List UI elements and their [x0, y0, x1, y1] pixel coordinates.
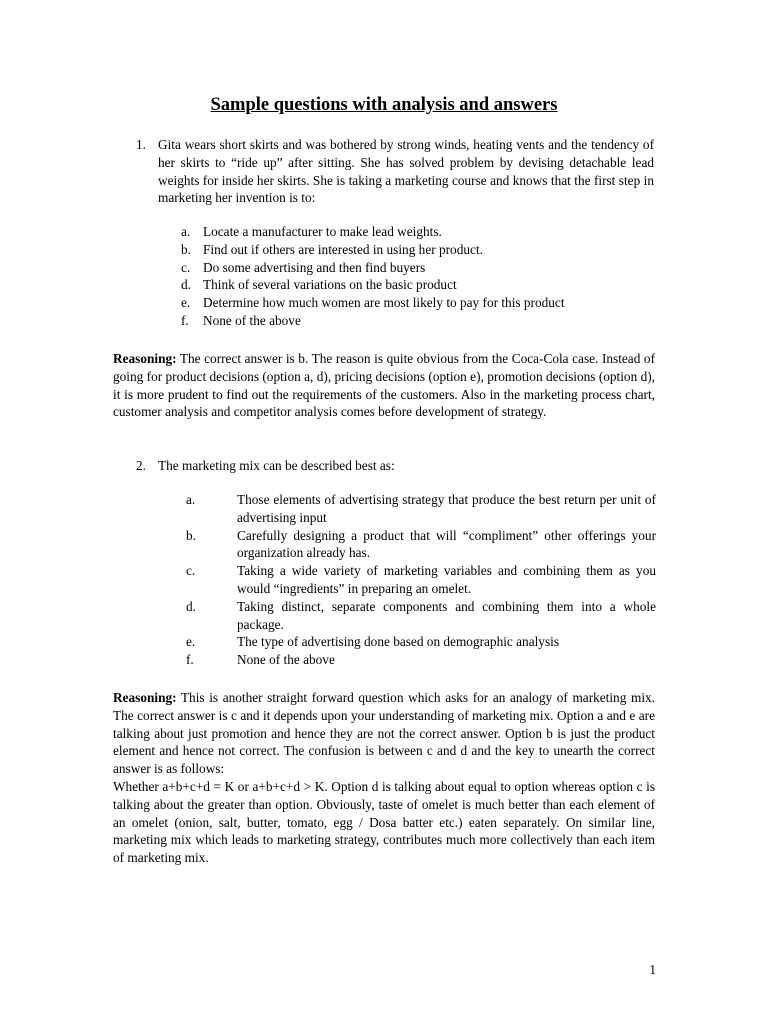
option-item [186, 633, 656, 651]
reasoning-text: This is another straight forward question which asks for an analogy of marketing mix. The correct answer is c and it depends upon your understanding of marketing mix. Option a and e are talking about just promotion and hence they are not the correct answer. Option b is just the product element and hence not correct. The confusion is between c and d and the key to unearth the correct answer is as follows: [113, 690, 655, 777]
option-item [181, 259, 565, 277]
option-text: None of the above [237, 652, 335, 668]
option-item [186, 527, 656, 563]
option-item [181, 241, 565, 259]
page-title: Sample questions with analysis and answers [210, 95, 558, 115]
option-text: Find out if others are interested in using her product. [203, 241, 483, 257]
option-item [186, 562, 656, 598]
question-2-number: 2. [136, 458, 146, 473]
option-text: Taking a wide variety of marketing variables and combining them as you would “ingredients” in preparing an omelet. [237, 563, 656, 596]
option-letter: c. [181, 259, 191, 275]
reasoning-1-paragraph [113, 350, 655, 421]
reasoning-text: The correct answer is b. The reason is quite obvious from the Coca-Cola case. Instead of going for product decisions (option a, d), pricing decisions (option e), promotion decisions (option d), it is more prudent to find out the requirements of the customers. Also in the marketing process chart, customer analysis and competitor analysis comes before development of strategy. [113, 351, 655, 420]
option-item [186, 491, 656, 527]
question-1-text: Gita wears short skirts and was bothered by strong winds, heating vents and the tendency of her skirts to “ride up” after sitting. She has solved problem by devising detachable lead weights for inside her skirts. She is taking a marketing course and knows that the first step in marketing her invention is to: [158, 137, 654, 206]
question-2-options [186, 491, 656, 669]
page-number: 1 [649, 962, 656, 977]
option-letter: e. [186, 634, 196, 650]
option-letter: a. [186, 492, 196, 507]
option-text: Locate a manufacturer to make lead weights. [203, 224, 442, 239]
option-text: The type of advertising done based on demographic analysis [237, 634, 559, 650]
reasoning-label: Reasoning: [113, 690, 177, 705]
option-letter: b. [186, 527, 196, 543]
option-item [181, 223, 565, 241]
option-letter: b. [181, 241, 191, 257]
question-2-text: The marketing mix can be described best as: [158, 458, 395, 473]
option-text: Taking distinct, separate components and combining them into a whole package. [237, 598, 656, 632]
question-1-number: 1. [136, 137, 146, 152]
reasoning-label: Reasoning: [113, 351, 177, 366]
option-text: Carefully designing a product that will “compliment” other offerings your organization already has. [237, 527, 656, 561]
option-letter: f. [181, 312, 189, 328]
option-text: Determine how much women are most likely to pay for this product [203, 295, 565, 311]
option-item [181, 276, 565, 294]
reasoning-2-paragraph [113, 689, 655, 778]
question-1-options [181, 223, 565, 330]
option-letter: d. [186, 598, 196, 614]
option-letter: e. [181, 295, 191, 311]
option-letter: a. [181, 224, 191, 239]
option-text: Think of several variations on the basic product [203, 277, 457, 293]
option-text: None of the above [203, 312, 301, 328]
option-letter: f. [186, 652, 194, 668]
reasoning-2-continuation: Whether a+b+c+d = K or a+b+c+d > K. Option d is talking about equal to option whereas option c is talking about the greater than option. Obviously, taste of omelet is much better than each element of an omelet (onion, salt, butter, tomato, egg / Dosa batter etc.) eaten separately. On similar line, marketing mix which leads to marketing strategy, contributes much more collectively than each item of marketing mix. [113, 779, 655, 866]
option-text: Those elements of advertising strategy that produce the best return per unit of advertising input [237, 492, 656, 525]
option-text: Do some advertising and then find buyers [203, 259, 426, 275]
option-item [181, 294, 565, 312]
option-item [181, 312, 565, 330]
option-item [186, 651, 656, 669]
option-item [186, 598, 656, 634]
option-letter: d. [181, 277, 191, 293]
option-letter: c. [186, 563, 196, 579]
